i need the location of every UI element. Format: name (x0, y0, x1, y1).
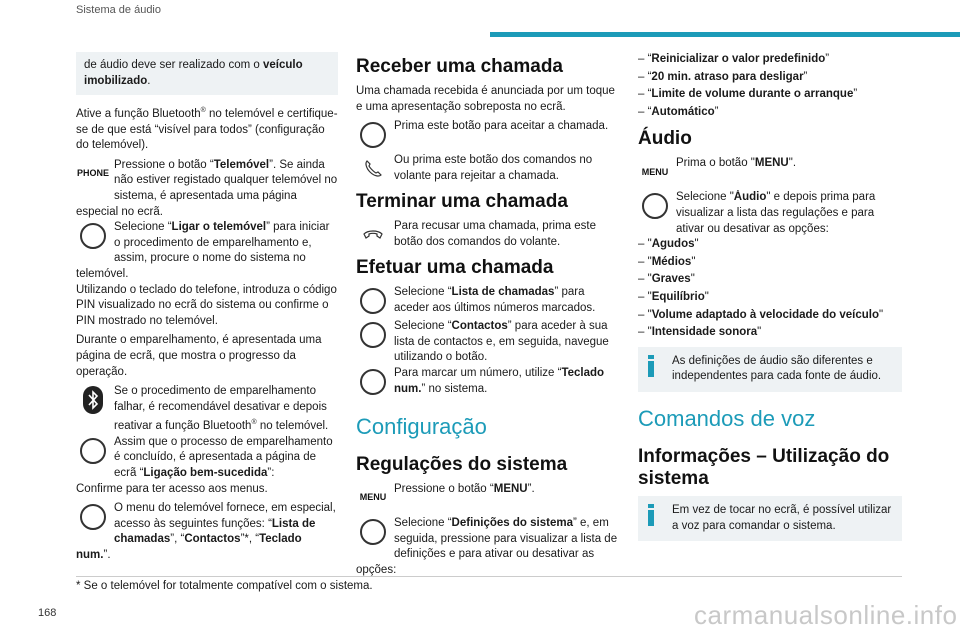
warning-box: de áudio deve ser realizado com o veículo imobilizado. (76, 52, 338, 95)
column-2: Receber uma chamada Uma chamada recebida é anunciada por um toque e uma apresentação sobreposta no ecrã. Prima este botão para aceitar a chamada. Ou prima este botão dos comandos no volante para rejeitar a chamada. Terminar uma chamada Para recusar uma chamada, prima este botão dos comandos do volante. Efetuar uma chamada Selecione “Lista de chamadas” para aceder aos últimos números marcados. Selecione “Contactos” para aceder à sua lista de contactos e, em seguida, navegue utilizando o botão. Para marcar um número, utilize “Teclado num.” no sistema. Configuração Regulações do sistema MENU Pressione o botão “MENU”. Selecione “Definições do sistema” e, em seguida, pressione para visualizar a lista de definições e para ativar ou desativar as opções: (356, 52, 620, 578)
list-item: – "Intensidade sonora" (638, 326, 762, 339)
heading-efetuar: Efetuar uma chamada (356, 257, 554, 279)
touch-button-icon (356, 319, 390, 351)
footnote-rule (76, 576, 902, 577)
menu-button-icon: MENU (359, 492, 387, 503)
list-item: – "Volume adaptado à velocidade do veículo" (638, 308, 884, 321)
list-item: – "Agudos" (638, 238, 699, 251)
step-phone: PHONE Pressione o botão “Telemóvel”. Se ainda não estiver registado qualquer telemóvel no sistema, é apresentada uma página especial no ecrã. (76, 158, 338, 218)
step-audio-selecao: Selecione "Áudio" e depois prima para visualizar a lista das regulações e para ativar ou desativar as opções: (638, 190, 902, 237)
phone-button-icon: PHONE (76, 168, 109, 178)
touch-button-icon (356, 516, 390, 548)
touch-button-icon (356, 366, 390, 398)
list-item: – “Reinicializar o valor predefinido” (638, 53, 830, 65)
column-1 (76, 52, 338, 563)
touch-button-icon (76, 501, 110, 533)
section-configuracao: Configuração (356, 413, 487, 439)
step-ligar: Selecione “Ligar o telemóvel” para iniciar o procedimento de emparelhamento e, assim, procure o nome do sistema no telemóvel. (76, 221, 330, 280)
step-bluetooth: Se o procedimento de emparelhamento falhar, é recomendável desativar e depois reativar a função Bluetooth® no telemóvel. (76, 384, 338, 435)
footnote: * Se o telemóvel for totalmente compatível com o sistema. (76, 580, 373, 592)
menu-button-icon: MENU (641, 166, 669, 177)
paragraph: Durante o emparelhamento, é apresentada uma página de ecrã, que mostra o progresso da operação. (76, 334, 322, 378)
paragraph: Ative a função Bluetooth® no telemóvel e certifique-se de que está “visível para todos” (configuração do telemóvel). (76, 107, 338, 152)
heading-audio: Áudio (638, 128, 692, 150)
bluetooth-icon (76, 384, 110, 416)
list-item: – "Equilíbrio" (638, 290, 709, 303)
hang-up-icon (356, 219, 390, 251)
step-contactos: Selecione “Contactos” para aceder à sua lista de contactos e, em seguida, navegue utilizando o botão. (356, 319, 620, 366)
heading-informacoes: Informações – Utilização do sistema (638, 445, 890, 489)
section-comandos-voz: Comandos de voz (638, 405, 816, 431)
watermark: carmanualsonline.info (694, 600, 958, 630)
info-note: Em vez de tocar no ecrã, é possível utilizar a voz para comandar o sistema. (638, 496, 902, 541)
list-item: – "Graves" (638, 273, 695, 286)
step-teclado: Para marcar um número, utilize “Teclado num.” no sistema. (356, 366, 620, 400)
info-icon (648, 355, 654, 377)
step-rejeitar: Ou prima este botão dos comandos no volante para rejeitar a chamada. (356, 153, 620, 187)
heading-regulacoes: Regulações do sistema (356, 453, 568, 475)
list-item: – “Automático” (638, 105, 719, 118)
paragraph: Confirme para ter acesso aos menus. (76, 482, 268, 495)
touch-button-icon (638, 190, 672, 222)
step-lista: Selecione “Lista de chamadas” para aceder aos últimos números marcados. (356, 285, 620, 319)
touch-button-icon (76, 435, 110, 467)
step-menu: MENU Pressione o botão “MENU”. (356, 482, 620, 516)
column-3 (638, 52, 902, 551)
heading-receber: Receber uma chamada (356, 56, 563, 77)
list-item: – "Médios" (638, 255, 696, 268)
page-number: 168 (38, 607, 57, 619)
list-item: – “Limite de volume durante o arranque” (638, 88, 858, 101)
step-audio-menu: MENU Prima o botão "MENU". (638, 156, 902, 190)
phone-handset-icon (356, 153, 390, 185)
touch-button-icon (356, 119, 390, 151)
paragraph: Utilizando o teclado do telefone, introduza o código PIN visualizado no ecrã do sistema ou confirme o PIN mostrado no telemóvel. (76, 283, 337, 327)
step-sucesso: Assim que o processo de emparelhamento é concluído, é apresentada a página de ecrã “Ligação bem-sucedida”: (76, 435, 338, 482)
touch-button-icon (356, 285, 390, 317)
heading-terminar: Terminar uma chamada (356, 191, 568, 213)
touch-button-icon (76, 220, 110, 252)
info-icon (648, 504, 654, 526)
step-definicoes: Selecione “Definições do sistema” e, em seguida, pressione para visualizar a lista de definições e para ativar ou desativar as opções: (356, 516, 618, 576)
step-aceitar: Prima este botão para aceitar a chamada. (356, 119, 620, 153)
step-terminar: Para recusar uma chamada, prima este botão dos comandos do volante. (356, 219, 620, 253)
info-note: As definições de áudio são diferentes e independentes para cada fonte de áudio. (638, 347, 902, 392)
header-accent-bar (490, 32, 960, 37)
running-header: Sistema de áudio (76, 4, 161, 16)
step-menu-telemovel: O menu do telemóvel fornece, em especial, acesso às seguintes funções: “Lista de chamadas”, “Contactos”*, “Teclado num.”. (76, 502, 336, 561)
list-item: – “20 min. atraso para desligar” (638, 70, 808, 83)
